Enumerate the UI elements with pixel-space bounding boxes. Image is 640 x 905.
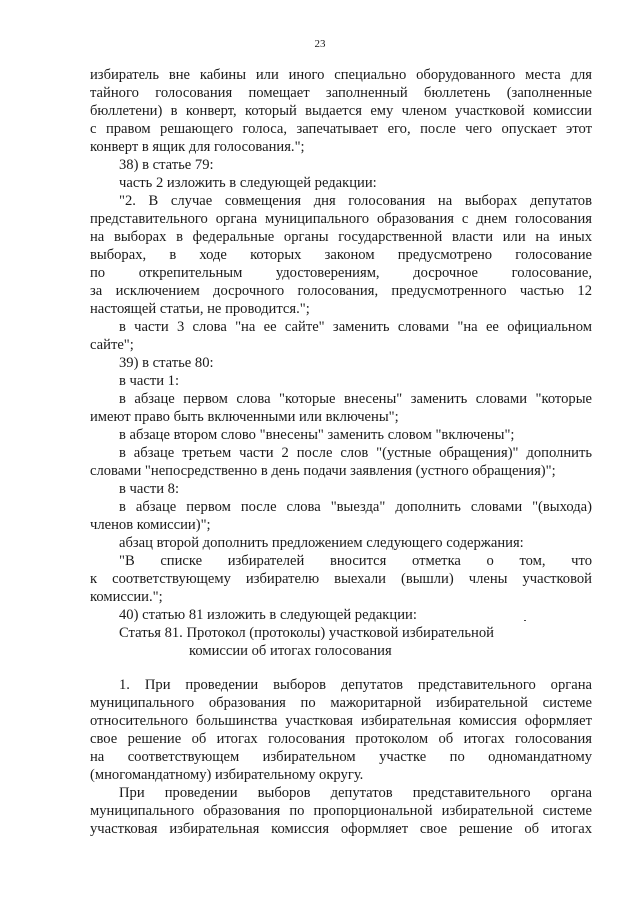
- text-line: в абзаце первом слова "которые внесены" заменить словами "которые: [119, 391, 592, 407]
- text-line: в абзаце третьем части 2 после слов "(устные обращения)" дополнить: [119, 445, 592, 461]
- text-line: конверт в ящик для голосования.";: [90, 139, 305, 155]
- text-line: свое решение об итогах голосования протоколом об итогах голосования: [90, 731, 592, 747]
- text-line: муниципального образования по пропорциональной избирательной системе: [90, 803, 592, 819]
- text-line: 39) в статье 80:: [119, 355, 214, 371]
- text-line: в абзаце первом после слова "выезда" дополнить словами "(выхода): [119, 499, 592, 515]
- text-line: в части 3 слова "на ее сайте" заменить словами "на ее официальном: [119, 319, 592, 335]
- text-line: участковая избирательная комиссия оформляет свое решение об итогах: [90, 821, 592, 837]
- text-line: 38) в статье 79:: [119, 157, 214, 173]
- text-line: в части 8:: [119, 481, 180, 497]
- text-line: относительного большинства участковая избирательная комиссия оформляет: [90, 713, 592, 729]
- text-line: к соответствующему избирателю выехали (вышли) члены участковой: [90, 571, 592, 587]
- text-line: в части 1:: [119, 373, 180, 389]
- text-line: представительного органа муниципального образования с днем голосования: [90, 211, 592, 227]
- scan-speck: [524, 620, 526, 621]
- text-line: на выборах в федеральные органы государственной власти или на иных: [90, 229, 592, 245]
- text-line: выборах, в ходе которых законом предусмотрено голосование: [90, 247, 592, 263]
- text-line: "2. В случае совмещения дня голосования на выборах депутатов: [119, 193, 592, 209]
- article-heading: Статья 81. Протокол (протоколы) участковой избирательной: [119, 625, 494, 641]
- text-line: При проведении выборов депутатов представительного органа: [119, 785, 592, 801]
- text-line: имеют право быть включенными или включены";: [90, 409, 399, 425]
- text-line: избиратель вне кабины или иного специально оборудованного места для: [90, 67, 592, 83]
- text-line: членов комиссии)";: [90, 517, 211, 533]
- page-number: 23: [314, 38, 326, 50]
- text-line: за исключением досрочного голосования, предусмотренного частью 12: [90, 283, 592, 299]
- article-heading: комиссии об итогах голосования: [189, 643, 392, 659]
- text-line: настоящей статьи, не проводится.";: [90, 301, 310, 317]
- text-line: муниципального образования по мажоритарной избирательной системе: [90, 695, 592, 711]
- text-line: часть 2 изложить в следующей редакции:: [119, 175, 377, 191]
- text-line: комиссии.";: [90, 589, 163, 605]
- text-line: 1. При проведении выборов депутатов представительного органа: [119, 677, 592, 693]
- text-line: с правом решающего голоса, запечатывает его, после чего опускает этот: [90, 121, 592, 137]
- text-line: абзац второй дополнить предложением следующего содержания:: [119, 535, 524, 551]
- text-line: сайте";: [90, 337, 134, 353]
- text-line: тайного голосования помещает заполненный бюллетень (заполненные: [90, 85, 592, 101]
- text-line: в абзаце втором слово "внесены" заменить словом "включены";: [119, 427, 515, 443]
- text-line: по открепительным удостоверениям, досрочное голосование,: [90, 265, 592, 281]
- text-line: на соответствующем избирательном участке по одномандатному: [90, 749, 592, 765]
- text-line: "В списке избирателей вносится отметка о том, что: [119, 553, 592, 569]
- text-line: словами "непосредственно в день подачи заявления (устного обращения)";: [90, 463, 556, 479]
- text-line: бюллетени) в конверт, который выдается ему членом участковой комиссии: [90, 103, 592, 119]
- text-line: 40) статью 81 изложить в следующей редакции:: [119, 607, 417, 623]
- text-line: (многомандатному) избирательному округу.: [90, 767, 364, 783]
